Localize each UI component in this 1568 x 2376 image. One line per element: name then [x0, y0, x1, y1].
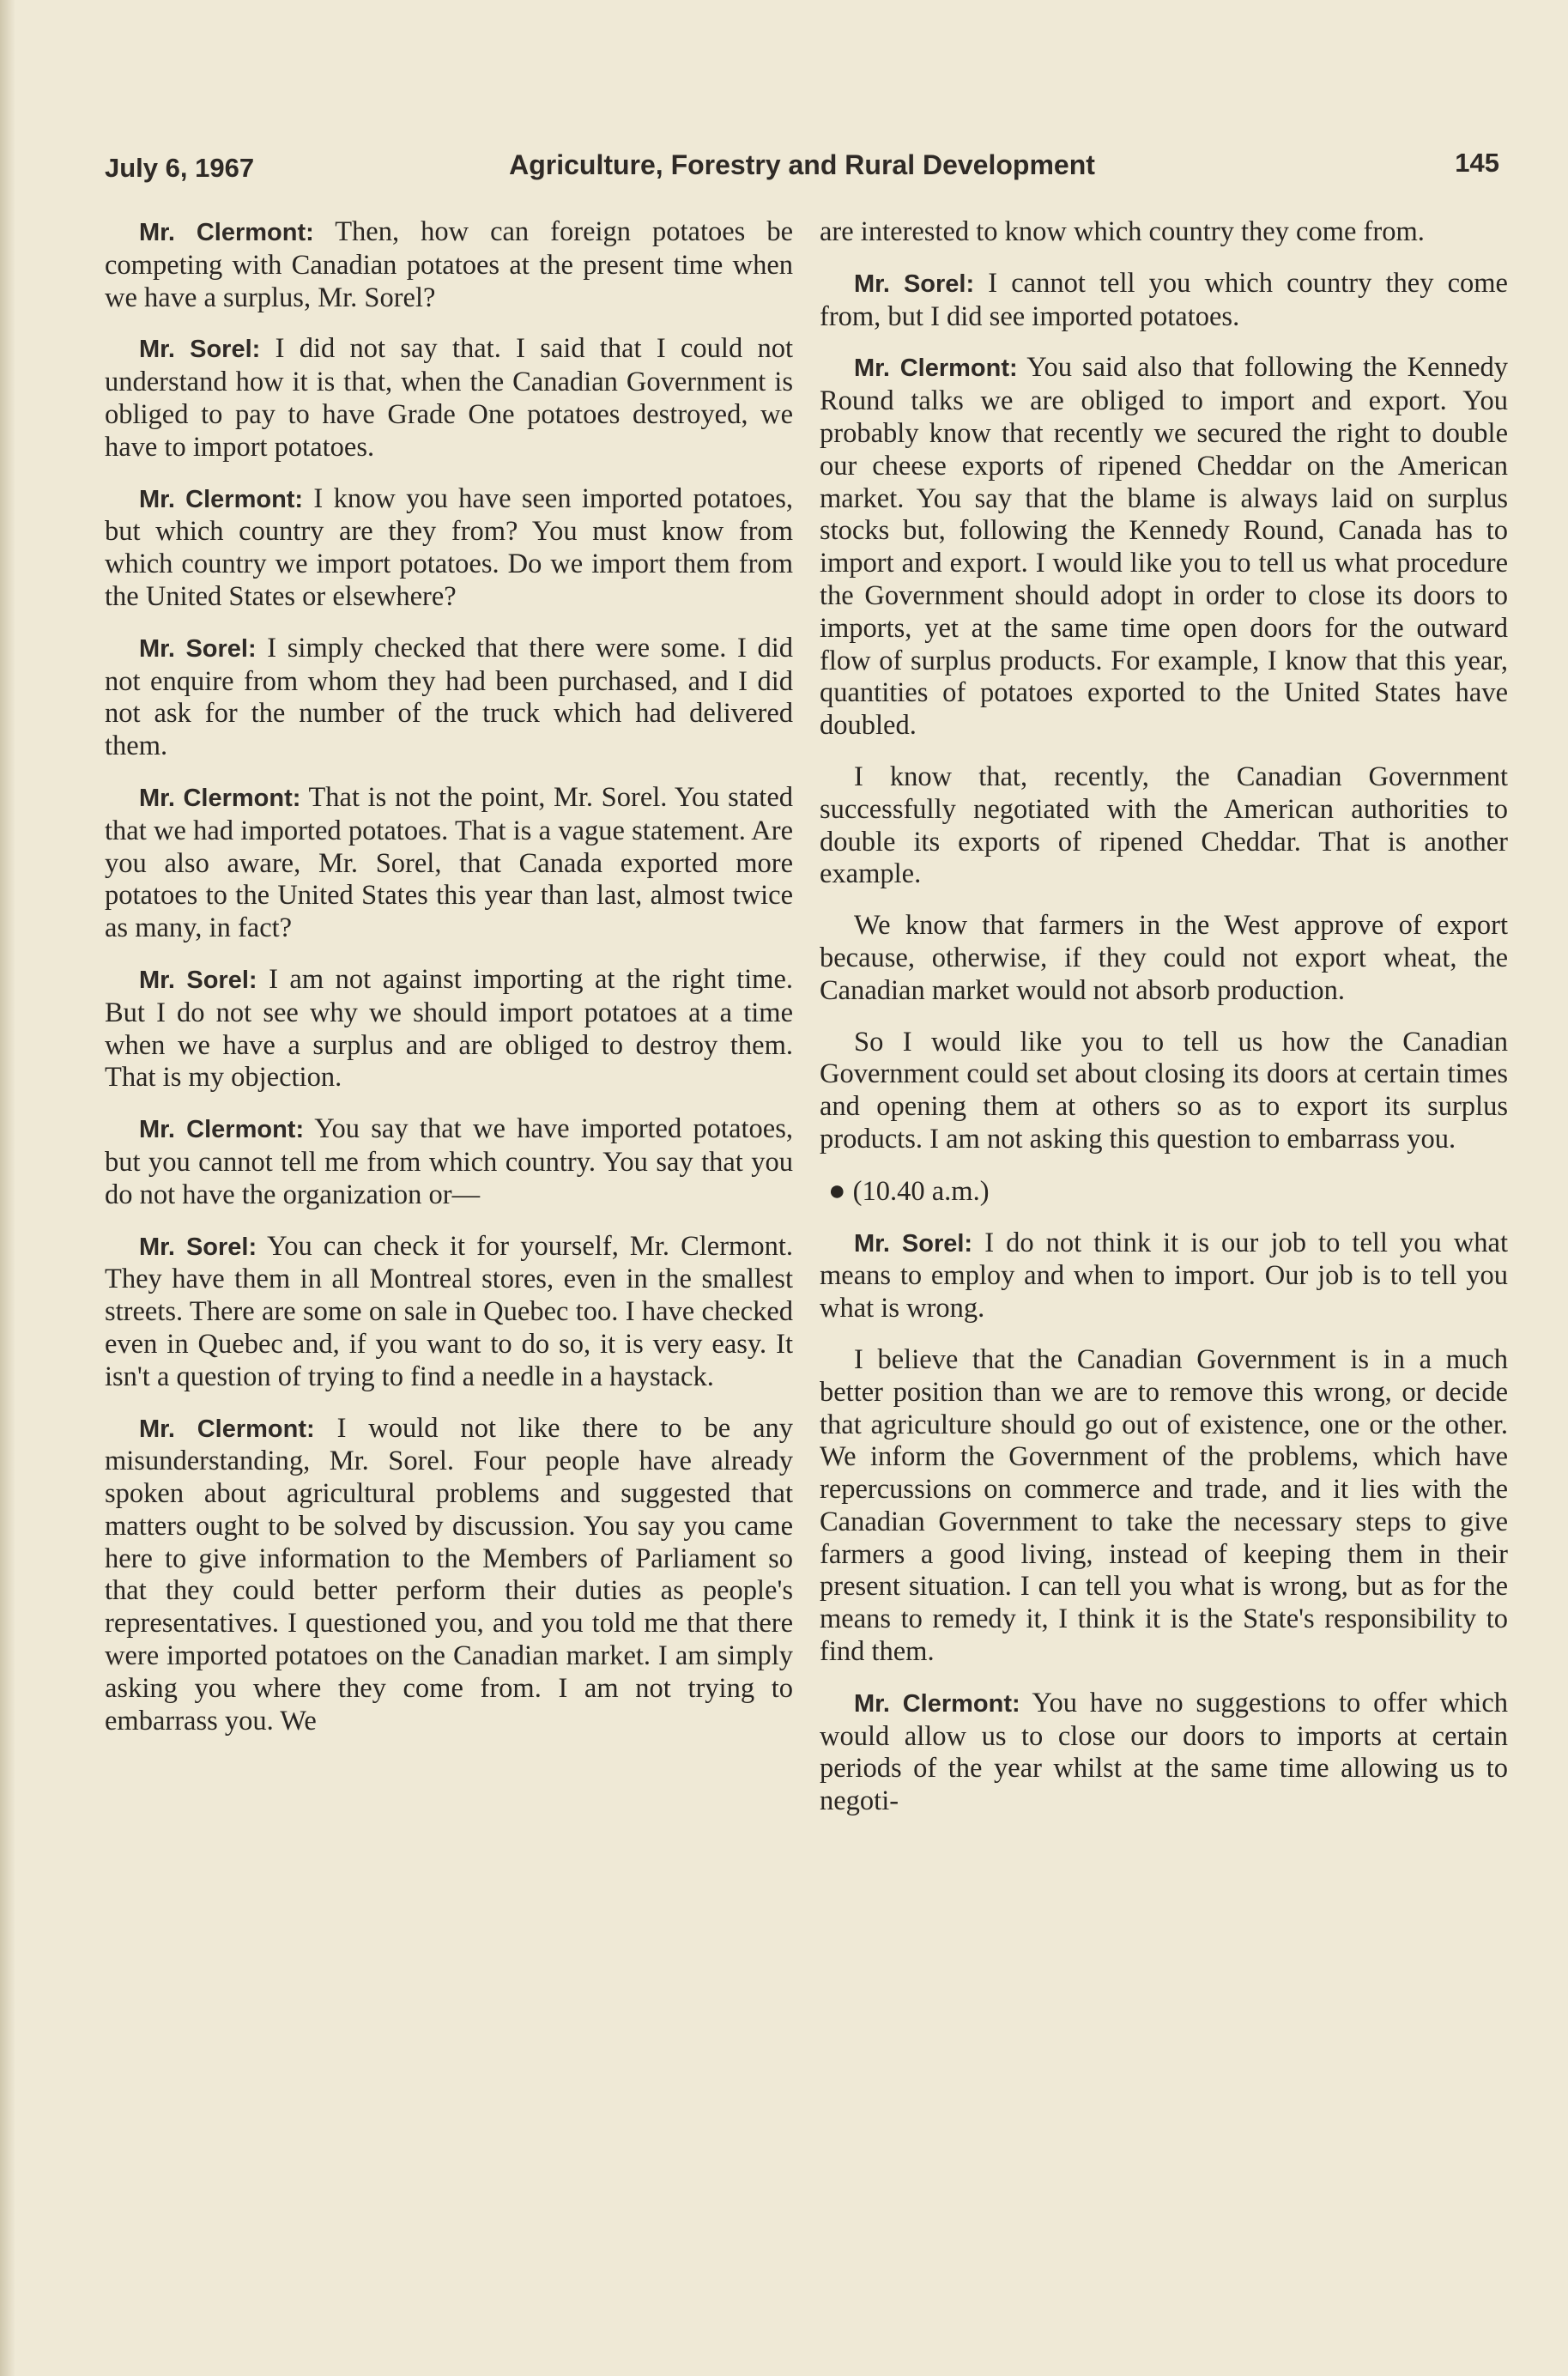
paragraph-text: I cannot tell you which country they come from, but I did see imported potatoes. [820, 267, 1508, 332]
speaker-name: Mr. Clermont: [139, 219, 314, 246]
paragraph [105, 633, 793, 763]
paragraph-text: We know that farmers in the West approve of export because, otherwise, if they could not export wheat, the Canadian market would not absorb production. [820, 910, 1508, 1006]
paragraph [105, 483, 793, 614]
continued-paragraph: are interested to know which country they come from. [820, 216, 1425, 247]
speaker-name: Mr. Clermont: [139, 485, 304, 513]
right-column [820, 216, 1508, 1837]
paragraph [820, 1227, 1508, 1325]
paragraph-text: I believe that the Canadian Government is in a much better position than we are to remove this wrong, or decide that agriculture should go out of existence, one or the other. We inform the Government of the problems, which have repercussions on commerce and trade, and it lies with the Canadian Government to take the necessary steps to give farmers a good living, instead of keeping them in their present situation. I can tell you what is wrong, but as for the means to remedy it, I think it is the State's responsibility to find them. [820, 1343, 1508, 1668]
paragraph-text: You said also that following the Kennedy Round talks we are obliged to import and export. You probably know that recently we secured the right to double our cheese exports of ripened Cheddar on the American market. You say that the blame is always laid on surplus stocks but, following the Kennedy Round, Canada has to import and export. I would like you to tell us what procedure the Government should adopt in order to close its doors to imports, yet at the same time open doors for the outward flow of surplus products. For example, I know that this year, quantities of potatoes exported to the United States have doubled. [820, 352, 1508, 742]
paragraph-text: That is not the point, Mr. Sorel. You stated that we had imported potatoes. That is a vague statement. Are you also aware, Mr. Sorel, that Canada exported more potatoes to the United States this year than last, almost twice as many, in fact? [105, 781, 793, 944]
speaker-name: Mr. Clermont: [139, 784, 301, 812]
speaker-name: Mr. Clermont: [139, 1116, 305, 1144]
paragraph [820, 268, 1508, 334]
paragraph-text: So I would like you to tell us how the Canadian Government could set about closing its doors at certain times and opening them at others so as to export its surplus products. I am not asking this question to embarrass you. [820, 1026, 1508, 1155]
paragraph [105, 782, 793, 945]
left-column [105, 216, 793, 1756]
header-title: Agriculture, Forestry and Rural Development [509, 149, 1095, 180]
page-binding-edge [0, 0, 15, 2376]
paragraph-text: Then, how can foreign potatoes be competing with Canadian potatoes at the present time when we have a surplus, Mr. Sorel? [105, 216, 793, 313]
paragraph-text: I know that, recently, the Canadian Government successfully negotiated with the American authorities to double its exports of ripened Cheddar. That is another example. [820, 761, 1508, 890]
paragraph [105, 1231, 793, 1394]
paragraph-text: I do not think it is our job to tell you what means to employ and when to import. Our job is to tell you what is wrong. [820, 1227, 1509, 1324]
paragraph [105, 964, 793, 1094]
paragraph-text: I simply checked that there were some. I did not enquire from whom they had been purchased, and I did not ask for the number of the truck which had delivered them. [105, 632, 794, 762]
paragraph [820, 910, 1508, 1007]
page-number: 145 [1455, 148, 1499, 178]
paragraph-text: I did not say that. I said that I could not understand how it is that, when the Canadian Government is obliged to pay to have Grade One potatoes destroyed, we have to import potatoes. [105, 333, 794, 463]
paragraph [820, 761, 1508, 891]
speaker-name: Mr. Clermont: [854, 355, 1018, 383]
bullet-icon: ● [828, 1174, 846, 1207]
speaker-name: Mr. Sorel: [139, 634, 257, 663]
paragraph-text: I am not against importing at the right time. But I do not see why we should import potatoes at a time when we have a surplus and are obliged to destroy them. That is my objection. [105, 963, 793, 1094]
paragraph [105, 333, 793, 464]
paragraph [820, 1688, 1508, 1818]
paragraph [820, 1344, 1508, 1669]
paragraph-text: You say that we have imported potatoes, but you cannot tell me from which country. You say that you do not have the organization or— [105, 1113, 793, 1210]
paragraph [105, 1113, 793, 1211]
speaker-name: Mr. Sorel: [854, 270, 975, 298]
header-date: July 6, 1967 [105, 153, 255, 183]
paragraph-text: You have no suggestions to offer which would allow us to close our doors to imports at certain periods of the year whilst at the same time allowing us to negoti- [820, 1687, 1508, 1817]
speaker-name: Mr. Clermont: [139, 1415, 315, 1443]
speaker-name: Mr. Clermont: [854, 1689, 1020, 1718]
page-header [105, 148, 1499, 191]
paragraph-text: I know you have seen imported potatoes, but which country are they from? You must know from which country we import potatoes. Do we import them from the United States or elsewhere? [105, 482, 793, 612]
paragraph [820, 352, 1508, 742]
paragraph-text: You can check it for yourself, Mr. Clermont. They have them in all Montreal stores, even in the smallest streets. There are some on sale in Quebec too. I have checked even in Quebec and, if you want to do so, it is very easy. It isn't a question of trying to find a needle in a haystack. [105, 1230, 793, 1392]
speaker-name: Mr. Sorel: [139, 336, 261, 364]
paragraph [105, 1413, 793, 1738]
time-marker-text: (10.40 a.m.) [852, 1175, 990, 1207]
time-marker [820, 1175, 1508, 1209]
speaker-name: Mr. Sorel: [139, 1233, 257, 1261]
speaker-name: Mr. Sorel: [854, 1229, 973, 1258]
speaker-name: Mr. Sorel: [139, 966, 257, 994]
paragraph-text: I would not like there to be any misunderstanding, Mr. Sorel. Four people have already spoken about agricultural problems and suggested that matters ought to be solved by discussion. You say you came here to give information to the Members of Parliament so that they could better perform their duties as people's representatives. I questioned you, and you told me that there were imported potatoes on the Canadian market. I am simply asking you where they come from. I am not trying to embarrass you. We [105, 1412, 794, 1737]
paragraph [105, 216, 793, 314]
paragraph [820, 1027, 1508, 1156]
